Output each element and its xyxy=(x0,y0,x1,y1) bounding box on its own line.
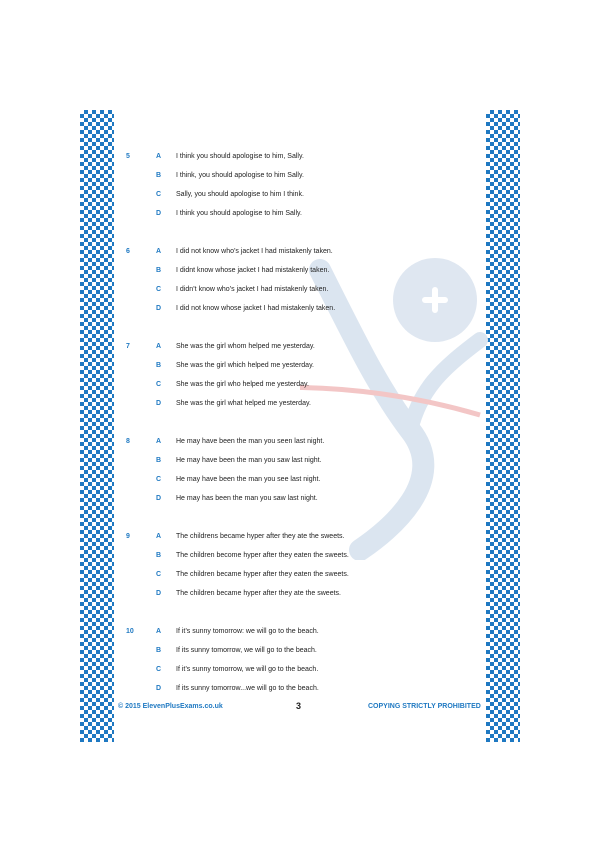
option-letter: A xyxy=(156,628,162,635)
option-letter: B xyxy=(156,267,162,274)
option-text: Sally, you should apologise to him I think. xyxy=(176,191,304,198)
question-number: 7 xyxy=(126,343,130,350)
option-letter: D xyxy=(156,590,162,597)
option-letter: A xyxy=(156,153,162,160)
option-text: She was the girl what helped me yesterday. xyxy=(176,400,311,407)
option-letter: C xyxy=(156,571,162,578)
option-letter: B xyxy=(156,457,162,464)
option-text: If its sunny tomorrow...we will go to the beach. xyxy=(176,685,319,692)
option-text: If it’s sunny tomorrow, we will go to the beach. xyxy=(176,666,319,673)
option-text: If it’s sunny tomorrow: we will go to the beach. xyxy=(176,628,319,635)
left-checkered-border xyxy=(80,110,114,742)
option-letter: A xyxy=(156,533,162,540)
option-text: The childrens became hyper after they ate the sweets. xyxy=(176,533,345,540)
option-letter: B xyxy=(156,552,162,559)
option-letter: B xyxy=(156,172,162,179)
option-text: She was the girl whom helped me yesterday. xyxy=(176,343,315,350)
option-text: The children became hyper after they eaten the sweets. xyxy=(176,571,349,578)
option-letter: C xyxy=(156,286,162,293)
question-number: 6 xyxy=(126,248,130,255)
option-text: If its sunny tomorrow, we will go to the beach. xyxy=(176,647,317,654)
option-letter: C xyxy=(156,666,162,673)
option-letter: D xyxy=(156,495,162,502)
option-letter: D xyxy=(156,685,162,692)
option-letter: D xyxy=(156,305,162,312)
option-text: I think, you should apologise to him Sally. xyxy=(176,172,304,179)
option-letter: B xyxy=(156,362,162,369)
page-number: 3 xyxy=(296,701,302,711)
option-letter: A xyxy=(156,438,162,445)
option-letter: C xyxy=(156,191,162,198)
option-text: He may have been the man you see last night. xyxy=(176,476,321,483)
question-number: 10 xyxy=(126,628,134,635)
footer-notice: COPYING STRICTLY PROHIBITED xyxy=(368,703,481,710)
option-text: I didn’t know who’s jacket I had mistakenly taken. xyxy=(176,286,329,293)
option-text: She was the girl who helped me yesterday. xyxy=(176,381,309,388)
option-text: He may has been the man you saw last night. xyxy=(176,495,318,502)
option-letter: D xyxy=(156,400,162,407)
option-text: I didnt know whose jacket I had mistakenly taken. xyxy=(176,267,330,274)
option-text: I did not know who’s jacket I had mistakenly taken. xyxy=(176,248,333,255)
option-text: I think you should apologise to him Sally. xyxy=(176,210,302,217)
option-letter: B xyxy=(156,647,162,654)
option-letter: A xyxy=(156,248,162,255)
option-text: The children became hyper after they ate the sweets. xyxy=(176,590,341,597)
watermark-logo-icon xyxy=(300,230,500,560)
footer-copyright: © 2015 ElevenPlusExams.co.uk xyxy=(118,703,223,710)
option-text: She was the girl which helped me yesterday. xyxy=(176,362,314,369)
question-number: 8 xyxy=(126,438,130,445)
option-text: He may have been the man you saw last night. xyxy=(176,457,322,464)
option-letter: A xyxy=(156,343,162,350)
option-text: I think you should apologise to him, Sally. xyxy=(176,153,304,160)
option-text: I did not know whose jacket I had mistakenly taken. xyxy=(176,305,336,312)
option-letter: D xyxy=(156,210,162,217)
option-text: He may have been the man you seen last night. xyxy=(176,438,325,445)
option-letter: C xyxy=(156,476,162,483)
question-number: 9 xyxy=(126,533,130,540)
option-text: The children become hyper after they eaten the sweets. xyxy=(176,552,349,559)
question-number: 5 xyxy=(126,153,130,160)
option-letter: C xyxy=(156,381,162,388)
